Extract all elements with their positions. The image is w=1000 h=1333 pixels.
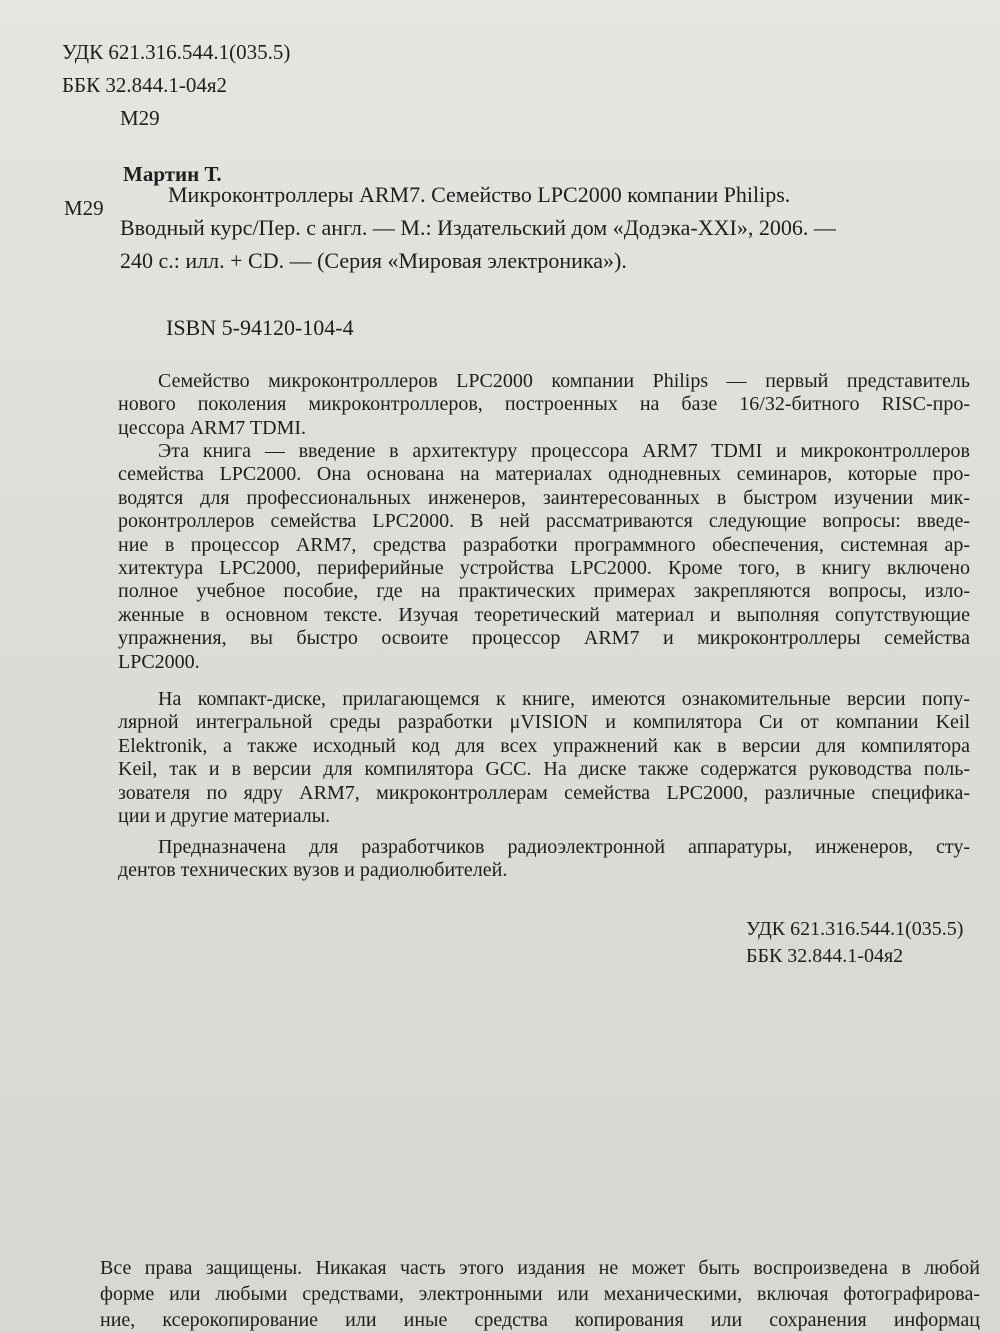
abstract-line: LPC2000. xyxy=(118,650,200,673)
abstract-line: хитектура LPC2000, периферийные устройства LPC2000. Кроме того, в книгу включено xyxy=(118,557,970,580)
abstract-paragraph-4 xyxy=(118,836,970,883)
abstract-paragraph-1 xyxy=(118,370,970,440)
author-name: Мартин Т. xyxy=(123,162,222,186)
footer-udk-code: УДК 621.316.544.1(035.5) xyxy=(746,918,964,940)
abstract-line: полное учебное пособие, где на практических примерах закрепляются вопросы, изло- xyxy=(118,580,970,603)
isbn: ISBN 5-94120-104-4 xyxy=(166,315,354,340)
abstract-line: ции и другие материалы. xyxy=(118,805,331,828)
abstract-line: дентов технических вузов и радиолюбителей. xyxy=(118,859,508,882)
citation-line-3: 240 с.: илл. + CD. — (Серия «Мировая электроника»). xyxy=(120,248,627,273)
abstract-line: роконтроллеров семейства LPC2000. В ней рассматриваются следующие вопросы: введе- xyxy=(118,510,970,533)
rights-notice xyxy=(100,1255,980,1333)
abstract-line: нового поколения микроконтроллеров, построенных на базе 16/32-битного RISC-про- xyxy=(118,393,970,416)
udk-code: УДК 621.316.544.1(035.5) xyxy=(62,40,291,64)
abstract-line: ние в процессор ARM7, средства разработки программного обеспечения, системная ар- xyxy=(118,533,970,556)
abstract-line: лярной интегральной среды разработки μVISION и компилятора Си от компании Keil xyxy=(118,711,970,734)
citation-line-1: Микроконтроллеры ARM7. Семейство LPC2000 компании Philips. xyxy=(168,182,791,207)
abstract-line: цессора ARM7 TDMI. xyxy=(118,416,307,439)
abstract-paragraph-3 xyxy=(118,688,970,828)
show-through-text xyxy=(270,110,276,137)
abstract-line: Предназначена для разработчиков радиоэлектронной аппаратуры, инженеров, сту- xyxy=(158,836,970,858)
abstract-line: Эта книга — введение в архитектуру процессора ARM7 TDMI и микроконтроллеров xyxy=(158,440,970,462)
rights-line: Все права защищены. Никакая часть этого издания не может быть воспроизведена в любой xyxy=(100,1257,980,1279)
abstract-line: Keil, так и в версии для компилятора GCC. На диске также содержатся руководства поль- xyxy=(118,758,970,781)
abstract-line: водятся для профессиональных инженеров, заинтересованных в быстром изучении мик- xyxy=(118,486,970,509)
abstract-line: упражнения, вы быстро освоите процессор ARM7 и микроконтроллеры семейства xyxy=(118,627,970,650)
abstract-line: На компакт-диске, прилагающемся к книге, имеются ознакомительные версии попу- xyxy=(158,688,970,710)
abstract-line: женные в основном тексте. Изучая теоретический материал и выполняя сопутствующие xyxy=(118,603,970,626)
abstract-line: Elektronik, а также исходный код для всех упражнений как в версии для компилятора xyxy=(118,734,970,757)
abstract-line: зователя по ядру ARM7, микроконтроллерам семейства LPC2000, различные специфика- xyxy=(118,781,970,804)
author-mark: М29 xyxy=(120,106,160,130)
rights-line: ние, ксерокопирование или иные средства копирования или сохранения информац xyxy=(100,1309,980,1331)
abstract-paragraph-2 xyxy=(118,440,970,674)
footer-bbk-code: ББК 32.844.1-04я2 xyxy=(746,945,904,967)
abstract-line: семейства LPC2000. Она основана на материалах однодневных семинаров, которые про- xyxy=(118,463,970,486)
citation-line-2: Вводный курс/Пер. с англ. — М.: Издательский дом «Додэка-XXI», 2006. — xyxy=(120,215,836,240)
abstract-line: Семейство микроконтроллеров LPC2000 компании Philips — первый представитель xyxy=(158,370,970,392)
rights-line: форме или любыми средствами, электронными или механическими, включая фотографирова- xyxy=(100,1283,980,1305)
citation-code: М29 xyxy=(64,196,104,220)
bbk-code: ББК 32.844.1-04я2 xyxy=(62,73,228,97)
